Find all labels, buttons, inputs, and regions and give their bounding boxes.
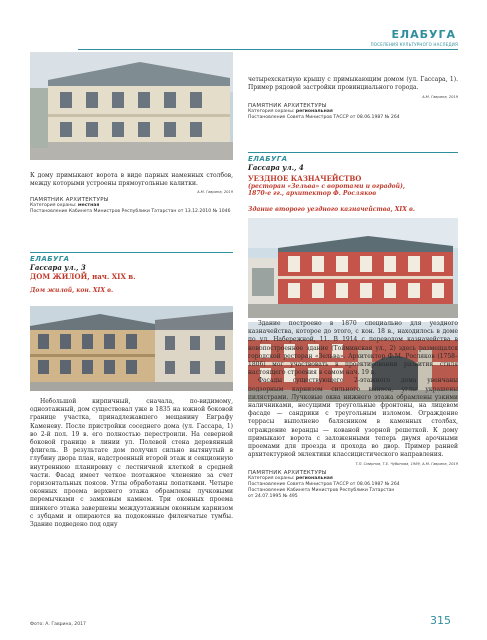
monument-decree-2: Постановление Кабинета Министров Республики Татарстан <box>248 488 395 494</box>
category-label: Категория охраны: <box>248 476 295 482</box>
section-rule-left <box>30 252 233 253</box>
section-title: УЕЗДНОЕ КАЗНАЧЕЙСТВО <box>248 174 362 183</box>
left-body-block <box>30 398 233 529</box>
monument-title: ПАМЯТНИК АРХИТЕКТУРЫ <box>248 470 327 477</box>
category-label: Категория охраны: <box>30 203 77 209</box>
left-top-credit: А.М. Гаврина, 2019 <box>197 190 233 195</box>
section-rule-right <box>248 152 458 153</box>
right-body-credit: Т.П. Смирнов, Т.Е. Чубинова, 1989, А.М. Гаврина, 2019 <box>355 462 458 467</box>
category-value: региональная <box>295 109 333 115</box>
right-body-text-2: Фасады существующего 2-этажного дома увенчаны подзорным карнизом сильного выноса, углы украшены пилястрами. Лучковые окна нижнего этажа обрамлены узкими наличниками, несущими треугольные фронтоны, на лицевом фасаде — сандрики с треугольным изломом. Ограждение террасы выполнено балясником в каменных столбах, ограждение веранды — кованой узорной решеткой. К дому примыкают ворота с заложенными теперь двумя арочными проемами для проезда и прохода во двор. Пример ранней архитектурной эклектики классицистического направления. <box>248 377 458 459</box>
photo-house-gassara-top <box>30 52 233 160</box>
section-header-left <box>30 255 233 294</box>
section-title: ДОМ ЖИЛОЙ, нач. XIX в. <box>30 272 136 281</box>
right-top-text: четырехскатную крышу с примыкающим домом (ул. Гассара, 1). Пример рядовой застройки провинциального города. <box>248 76 458 92</box>
header-rule <box>78 49 458 50</box>
category-value: региональная <box>295 476 333 482</box>
right-body-block <box>248 320 458 500</box>
category-label: Категория охраны: <box>248 109 295 115</box>
monument-decree: Постановление Кабинета Министров Республики Татарстан от 13.12.2010 № 1046 <box>30 209 231 215</box>
right-body-text: Здание построено в 1870 специально для уездного казначейства, которое до этого, с кон. 18 в., находилось в доме по ул. Набережной, 11. В 1914 с переводом казначейства в новопостроенное здание (Тойминская ул., 2) здесь размещался городской ресторан «Зельва». Архитектор Ф.М. Росляков (1758–1806) мог участвовать в проектировании развития стиля настоящего строения в самом нач. 19 в. <box>248 320 458 377</box>
section-title-line2: (рестоpан «Зельва» с воротами и оградой), <box>248 183 405 190</box>
monument-decree-3: от 24.07.1995 № 495 <box>248 494 298 500</box>
photo-house-corner <box>30 306 233 391</box>
section-address: Гассара ул., 4 <box>248 163 304 172</box>
monument-title: ПАМЯТНИК АРХИТЕКТУРЫ <box>30 197 109 204</box>
right-top-block <box>248 76 458 121</box>
section-title-line3: 1870-е гг., архитектор Ф. Росляков <box>248 190 377 197</box>
monument-box-left-top <box>30 197 233 215</box>
left-body-text: Небольшой кирпичный, сначала, по-видимому, одноэтажный, дом существовал уже в 1835 на южной боковой границе участка, принадлежавшего мещанину Евграфу Каменеву. После пристройки соседнего дома (ул. Гассара, 1) во 2-й пол. 19 в. его полностью перестроили. На северной боковой границе в линии ул. Полевой стена деревянный флигель. В результате дом получил сильно вытянутый в глубину двора план, надстроенный второй этаж и секционную внутреннюю планировку с лестничной клеткой в средней части. Фасад имеет четкое поэтажное членение за счет горизонтальных поясов. Углы обработаны лопатками. Четыре оконных проема верхнего этажа обрамлены лучковыми перемычками с замковым камнем. Три оконных проема шинкего этажа завершены междуэтажным оконным карнизом с зубцами и опираются на подоконные филенчатые тумбы. Здание подведено под одну <box>30 398 233 529</box>
photo-caption: Здание второго уездного казначейства, XIX в. <box>248 206 415 213</box>
left-top-text: К дому примыкают ворота в виде парных наменных столбов, между которыми устроены прямоугольные калитки. <box>30 172 233 188</box>
monument-box-right-top <box>248 103 458 121</box>
header-subtitle: ПОСЕЛЕНИЯ КУЛЬТУРНОГО НАСЛЕДИЯ <box>370 42 458 47</box>
photo-treasury-building <box>248 218 458 318</box>
monument-title: ПАМЯТНИК АРХИТЕКТУРЫ <box>248 103 327 110</box>
page-number: 315 <box>430 614 451 627</box>
footer-photo-credit: Фото: А. Гаврина, 2017 <box>30 622 86 627</box>
section-label: ЕЛАБУГА <box>30 255 70 263</box>
monument-decree: Постановление Совета Министров ТАССР от 08.06.1987 № 264 <box>248 115 400 121</box>
section-label: ЕЛАБУГА <box>248 155 288 163</box>
category-value: местная <box>77 203 100 209</box>
monument-box-right-bottom <box>248 470 458 500</box>
photo-caption: Дом жилой, кон. XIX в. <box>30 287 114 294</box>
left-top-block <box>30 172 233 215</box>
right-top-credit: А.М. Гаврина, 2019 <box>422 95 458 100</box>
monument-decree: Постановление Совета Министров ТАССР от 08.06.1987 № 264 <box>248 482 400 488</box>
header-title: ЕЛАБУГА <box>391 28 456 41</box>
section-address: Гассара ул., 3 <box>30 263 86 272</box>
section-header-right <box>248 155 458 213</box>
